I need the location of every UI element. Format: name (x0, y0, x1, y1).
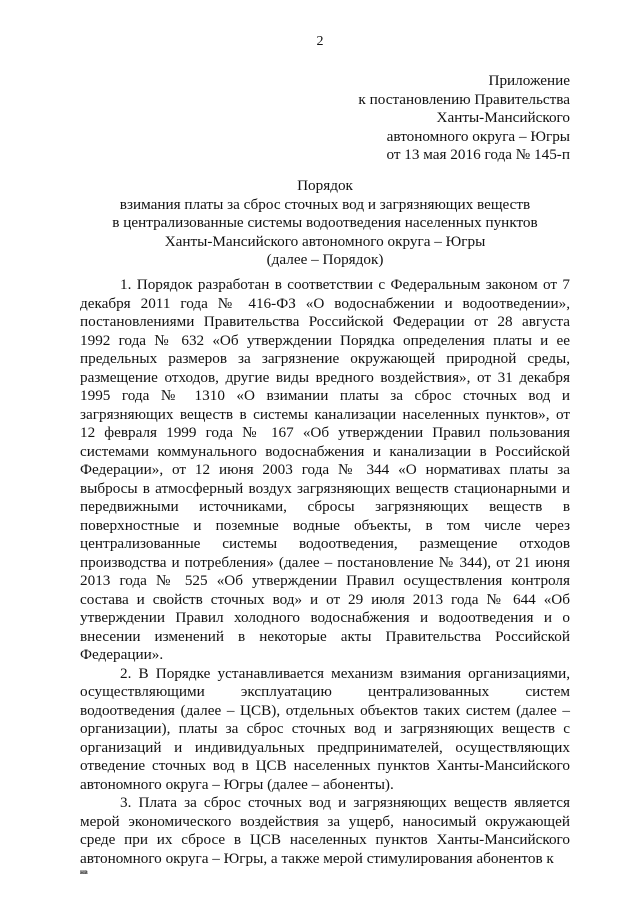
page-number: 2 (316, 34, 324, 49)
appendix-line: Ханты-Мансийского (436, 109, 570, 126)
paragraph: 3. Плата за сброс сточных вод и загрязняющих веществ является мерой экономического воздействия за ущерб, наносимый окружающей среде при их сбросе в ЦСВ населенных пунктов Ханты-Мансийского автономного округа – Югры, а также мерой стимулирования абонентов к (80, 794, 570, 867)
paragraph: 2. В Порядке устанавливается механизм взимания организациями, осуществляющими эксплуатацию централизованных систем водоотведения (далее – ЦСВ), отдельных объектов таких систем (далее – организации), платы за сброс сточных вод и загрязняющих веществ с организаций и индивидуальных предпринимателей, осуществляющих отведение сточных вод в ЦСВ населенных пунктов Ханты-Мансийского автономного округа – Югры (далее – абоненты). (80, 664, 570, 793)
title-line: взимания платы за сброс сточных вод и загрязняющих веществ (119, 195, 531, 213)
appendix-header (358, 72, 570, 165)
appendix-line: к постановлению Правительства (358, 90, 570, 108)
title-line: в централизованные системы водоотведения населенных пунктов (112, 214, 538, 231)
appendix-line: Приложение (488, 72, 570, 89)
document-body (80, 276, 570, 868)
footer-mark: нв (80, 868, 88, 876)
title-line: Ханты-Мансийского автономного округа – Югры (164, 232, 486, 250)
title-line: (далее – Порядок) (266, 251, 384, 268)
appendix-line: от 13 мая 2016 года № 145-п (386, 146, 570, 163)
document-title (80, 177, 570, 270)
paragraph: 1. Порядок разработан в соответствии с Федеральным законом от 7 декабря 2011 года № 416-ФЗ «О водоснабжении и водоотведении», постановлениями Правительства Российской Федерации от 28 августа 1992 года № 632 «Об утверждении Порядка определения платы и ее предельных размеров за загрязнение окружающей природной среды, размещение отходов, другие виды вредного воздействия», от 31 декабря 1995 года № 1310 «О взимании платы за сброс сточных вод и загрязняющих веществ в системы канализации населенных пунктов», от 12 февраля 1999 года № 167 «Об утверждении Правил пользования системами коммунального водоснабжения и канализации в Российской Федерации», от 12 июня 2003 года № 344 «О нормативах платы за выбросы в атмосферный воздух загрязняющих веществ стационарными и передвижными источниками, сбросы загрязняющих веществ в поверхностные и поземные водные объекты, в том числе через централизованные системы водоотведения, размещение отходов производства и потребления» (далее – постановление № 344), от 21 июня 2013 года № 525 «Об утверждении Правил осуществления контроля состава и свойств сточных вод» и от 29 июля 2013 года № 644 «Об утверждении Правил холодного водоснабжения и водоотведения и о внесении изменений в некоторые акты Правительства Российской Федерации». (80, 276, 570, 663)
appendix-line: автономного округа – Югры (386, 127, 570, 145)
title-line: Порядок (297, 177, 353, 194)
